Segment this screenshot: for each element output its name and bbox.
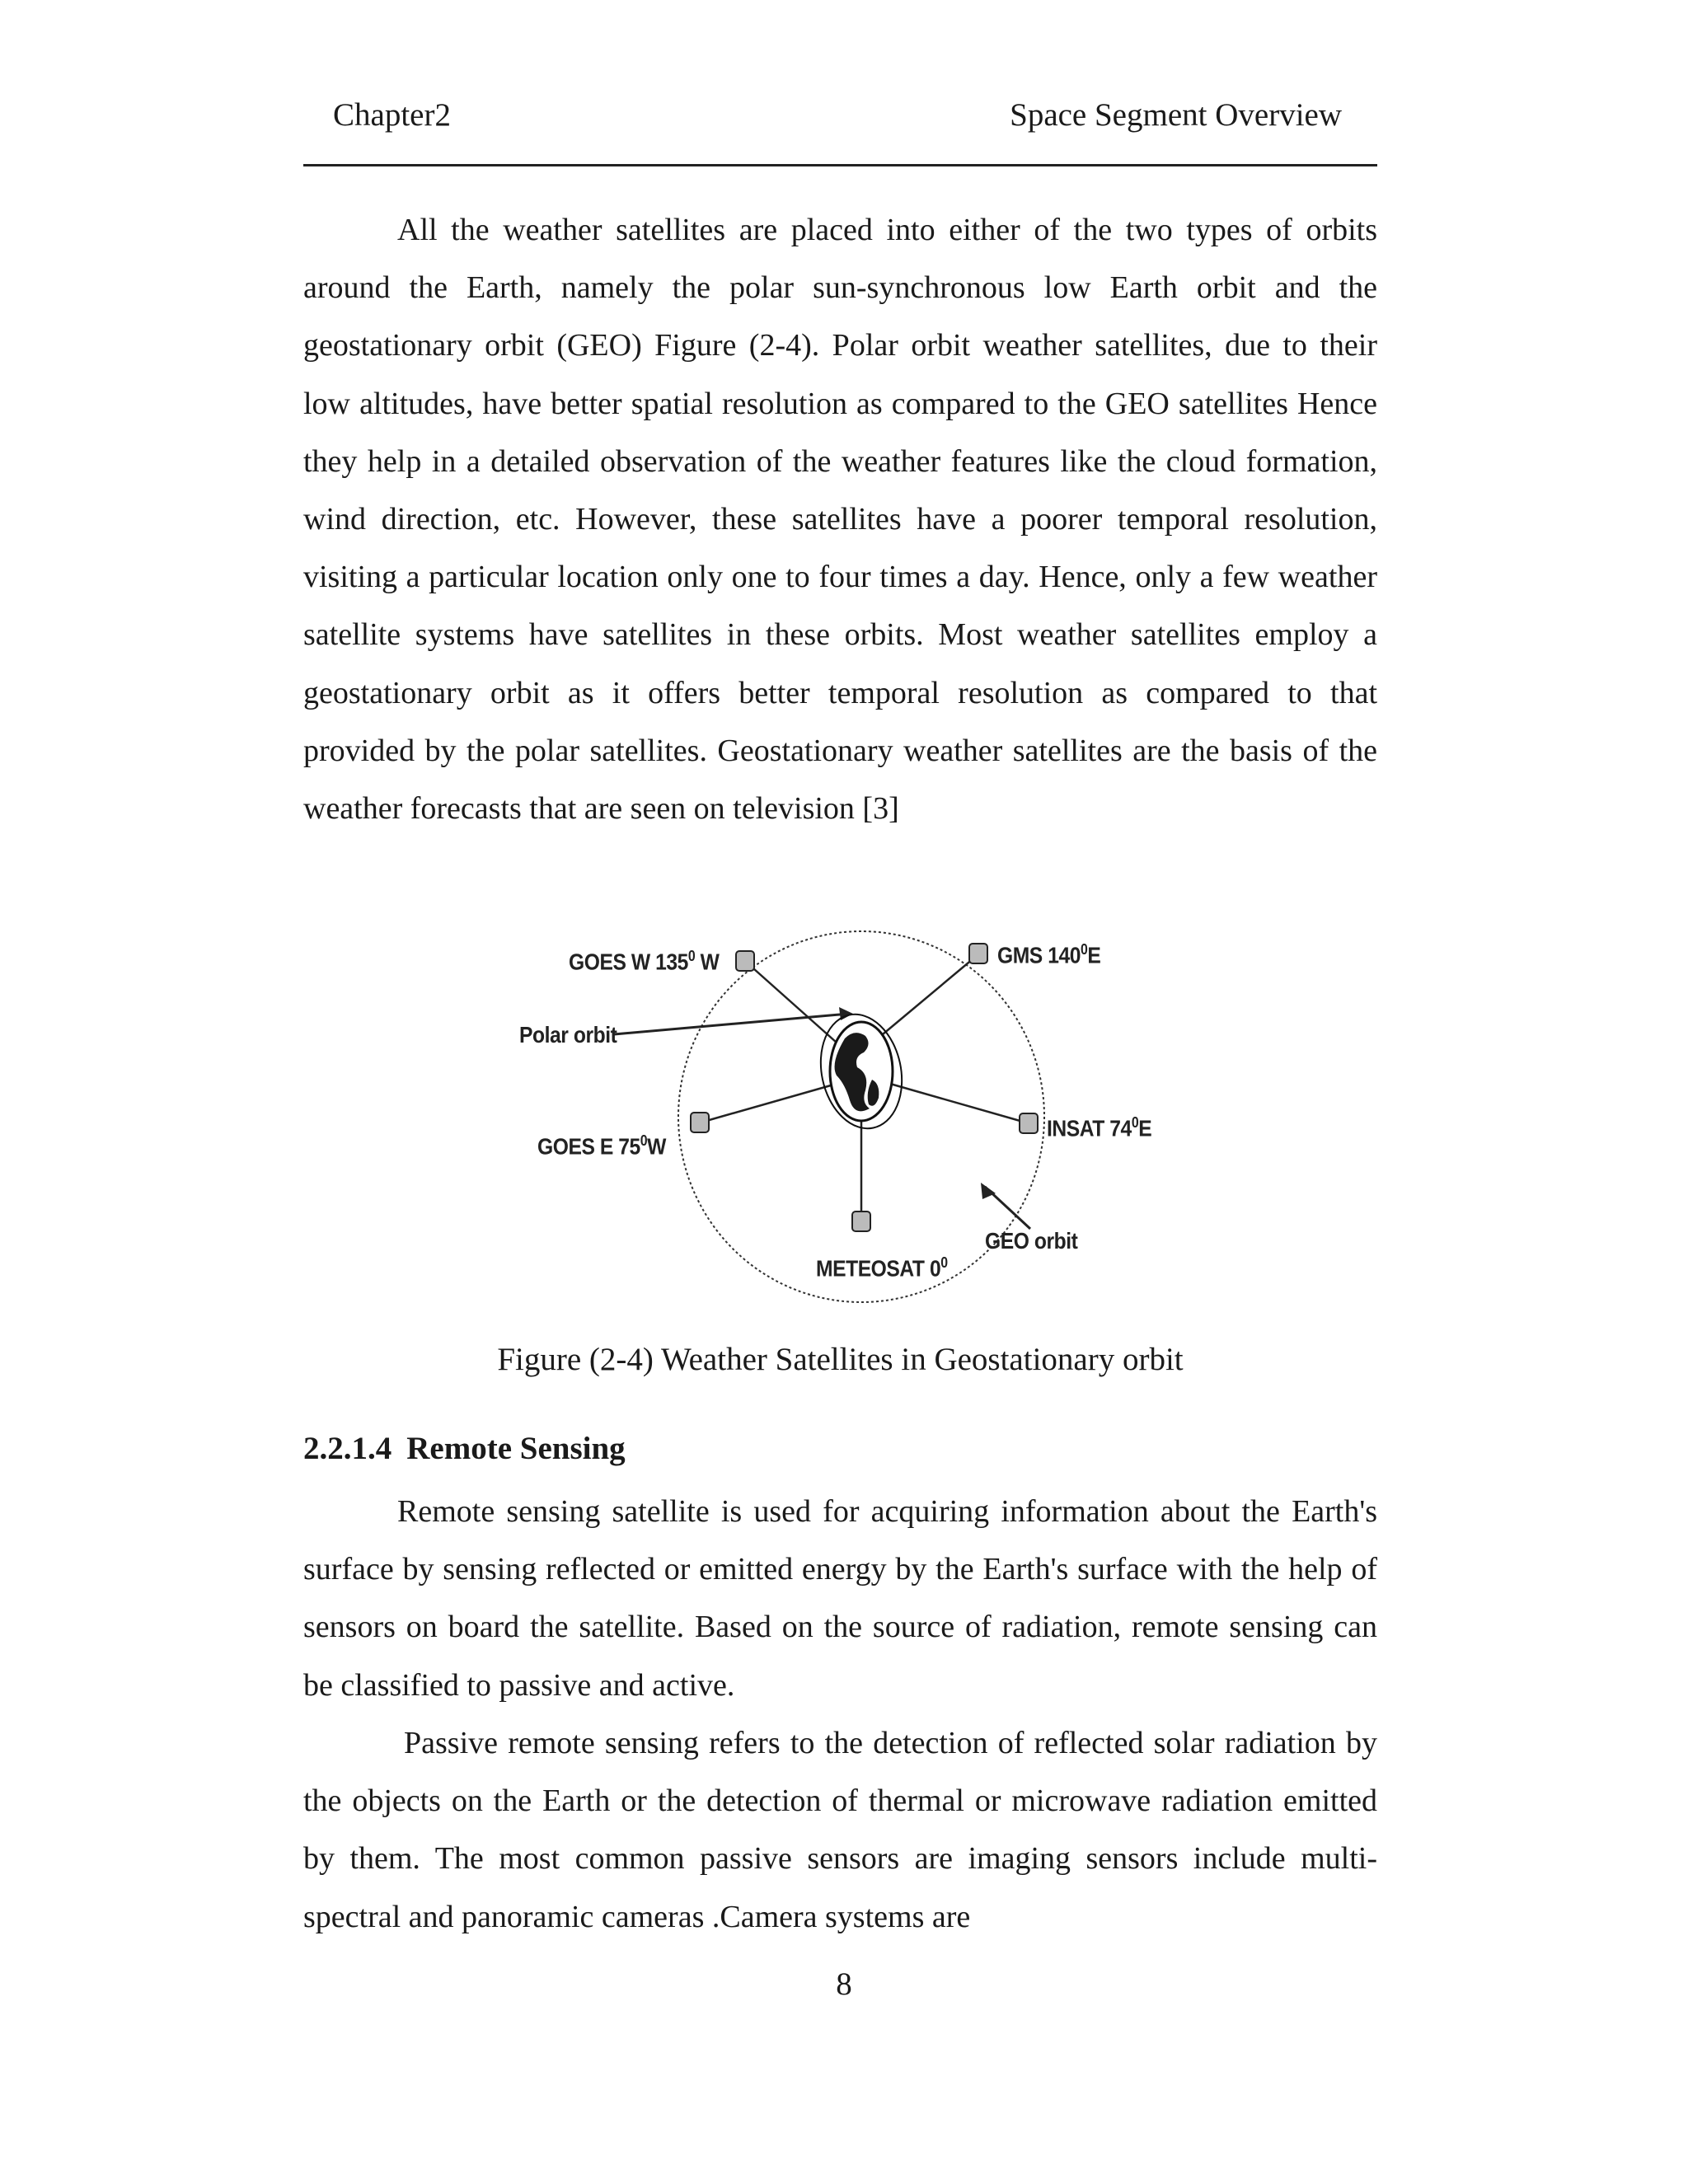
paragraph-remote-sensing: Remote sensing satellite is used for acquiring information about the Earth's surface by sensing reflected or emitted energy by the Earth's surface with the help of sensors on board the satellite. Based on the source of radiation, remote sensing can be classified to passive and active. xyxy=(303,1494,1377,1703)
paragraph-weather-orbits: All the weather satellites are placed into either of the two types of orbits around the Earth, namely the polar sun-synchronous low Earth orbit and the geostationary orbit (GEO) Figure (2-4). Polar orbit weather satellites, due to their low altitudes, have better spatial resolution as compared to the GEO satellites Hence they help in a detailed observation of the weather features like the cloud formation, wind direction, etc. However, these satellites have a poorer temporal resolution, visiting a particular location only one to four times a day. Hence, only a few weather satellite systems have satellites in these orbits. Most weather satellites employ a geostationary orbit as it offers better temporal resolution as compared to that provided by the polar satellites. Geostationary weather satellites are the basis of the weather forecasts that are seen on television [3] xyxy=(303,213,1377,827)
page-header xyxy=(303,91,1342,140)
label-meteosat: METEOSAT $0^0$ xyxy=(816,1254,948,1282)
figure-caption: Figure (2-4) Weather Satellites in Geostationary orbit xyxy=(497,1342,1184,1377)
label-goes-e: GOES E $75^0W$ xyxy=(537,1132,666,1160)
label-goes-w: GOES W $135^0$ W xyxy=(569,948,720,975)
paragraph-passive-sensing: Passive remote sensing refers to the detection of reflected solar radiation by the objects on the Earth or the detection of thermal or microwave radiation emitted by them. The most common passive sensors are imaging sensors include multi-spectral and panoramic cameras .Camera systems are xyxy=(303,1726,1377,1934)
section-heading xyxy=(303,1426,626,1472)
polar-orbit-pointer xyxy=(614,1014,849,1034)
label-polar-orbit: Polar orbit xyxy=(519,1022,617,1047)
section-title: Remote Sensing xyxy=(406,1431,626,1466)
figure-geostationary-satellites xyxy=(511,915,1187,1310)
header-chapter: Chapter2 xyxy=(333,97,451,133)
earth-globe xyxy=(810,1007,912,1137)
label-gms: GMS $140^0E$ xyxy=(997,941,1101,968)
label-insat: INSAT $74^0E$ xyxy=(1047,1114,1152,1141)
section-number: 2.2.1.4 xyxy=(303,1431,392,1466)
label-geo-orbit: GEO orbit xyxy=(985,1228,1078,1254)
header-rule xyxy=(303,164,1377,166)
page-number: 8 xyxy=(836,1966,852,2002)
header-title: Space Segment Overview xyxy=(1010,97,1342,133)
